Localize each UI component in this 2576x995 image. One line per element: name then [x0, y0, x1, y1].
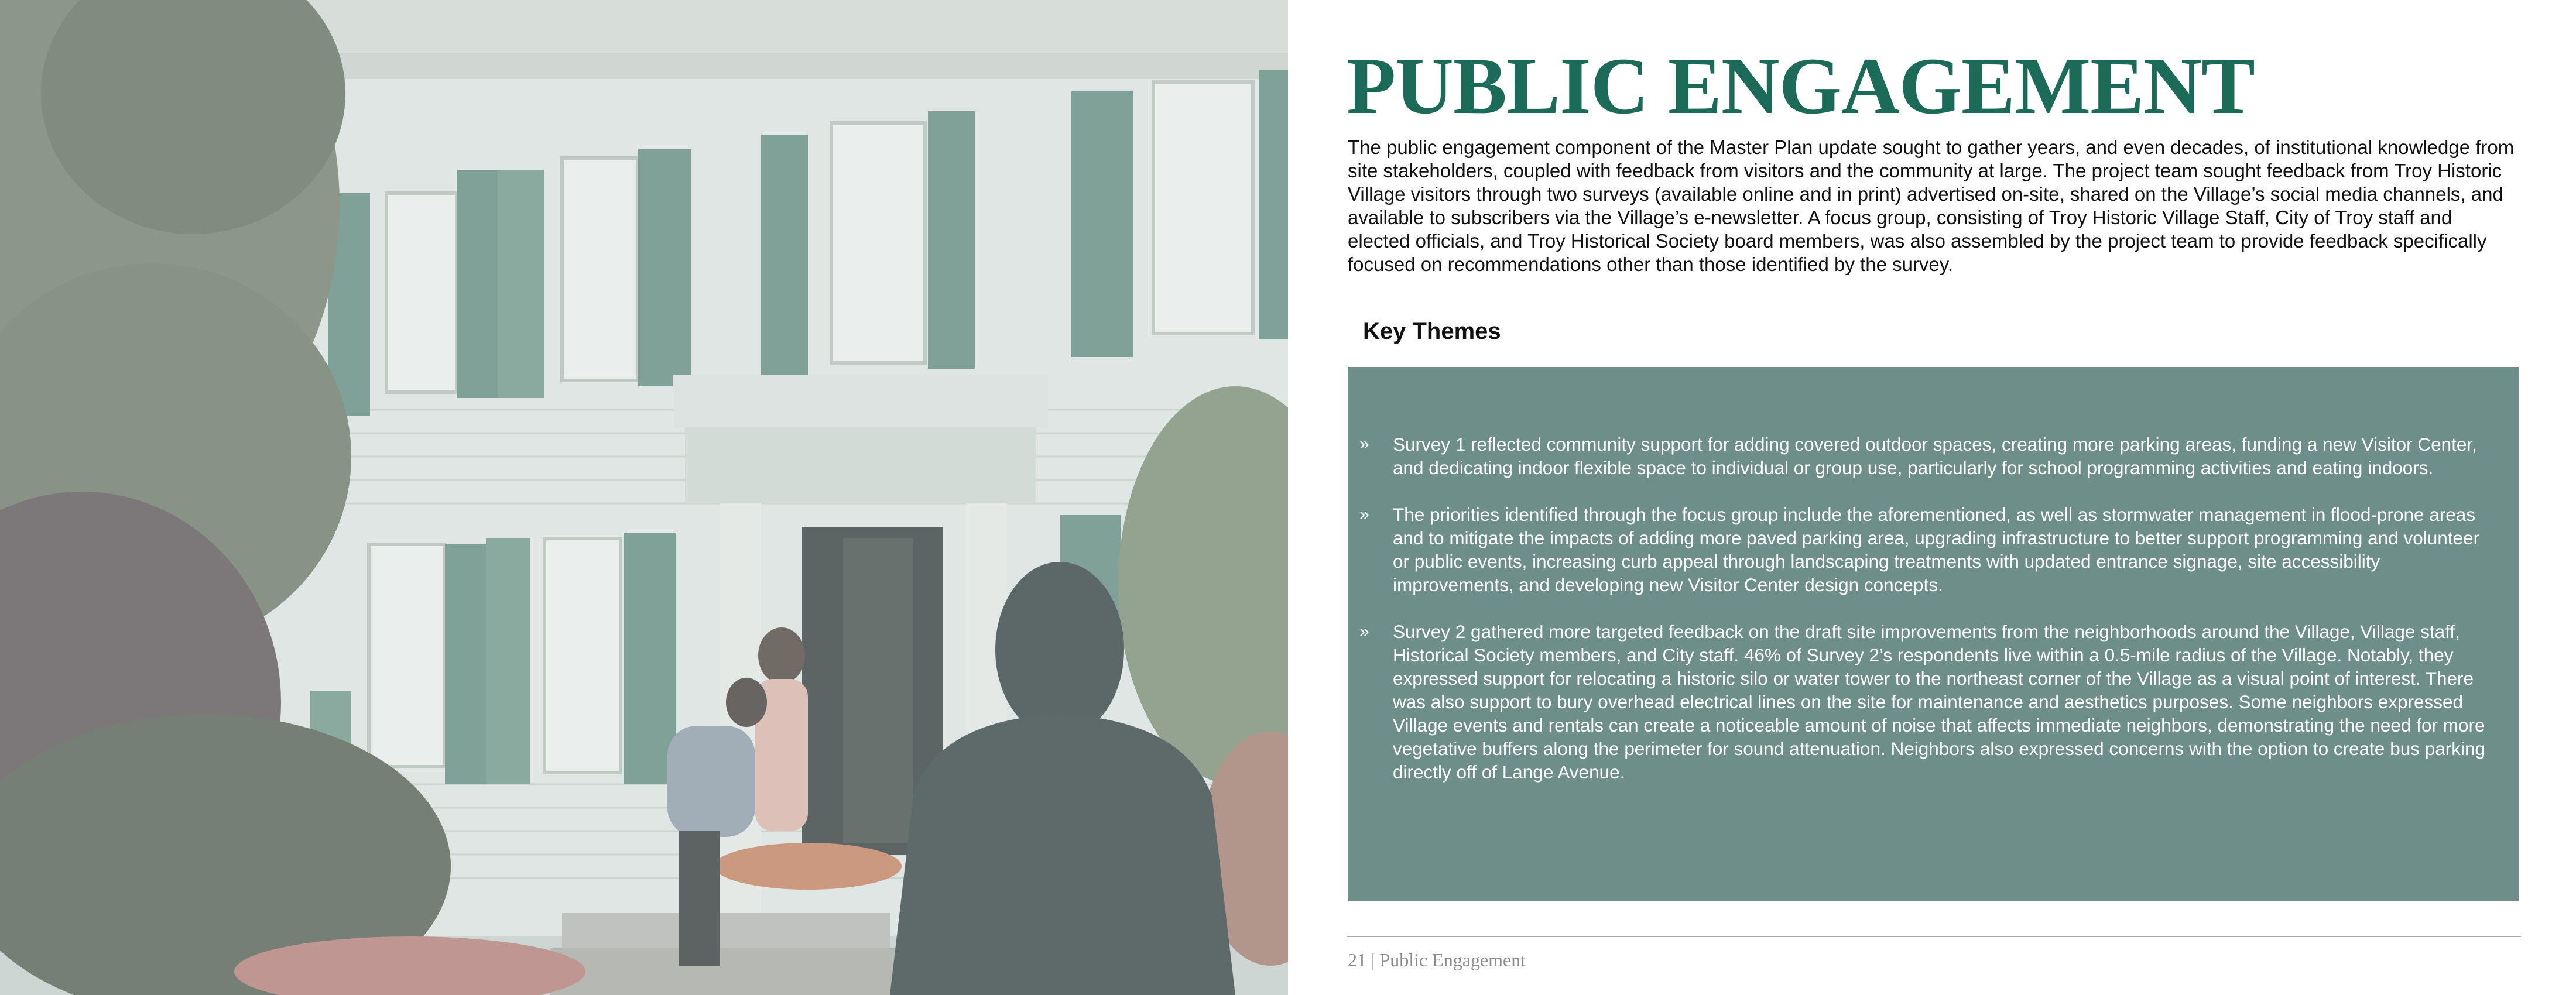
theme-item-text: Survey 1 reflected community support for adding covered outdoor spaces, creating more parking areas, funding a new Visitor Center, and dedicating indoor flexible space to individual or group use, particularly for school programming activities and eating indoors. [1393, 434, 2477, 478]
theme-item [1359, 433, 2495, 479]
bullet-icon: » [1359, 434, 1369, 454]
theme-item-text: Survey 2 gathered more targeted feedback on the draft site improvements from the neighborhoods around the Village, Village staff, Historical Society members, and City staff. 46% of Survey 2’s respondents live within a 0.5-mile radius of the Village. Notably, they expressed support for relocating a historic silo or water tower to the northeast corner of the Village as a visual point of interest. There was also support to bury overhead electrical lines on the site for maintenance and aesthetics purposes. Some neighbors expressed Village events and rentals can create a noticeable amount of noise that affects immediate neighbors, demonstrating the need for more vegetative buffers along the perimeter for sound attenuation. Neighbors also expressed concerns with the option to create bus parking directly off of Lange Avenue. [1393, 621, 2486, 783]
footer-divider [1347, 936, 2521, 937]
page-title: PUBLIC ENGAGEMENT [1347, 41, 2255, 131]
theme-item [1359, 503, 2495, 596]
intro-paragraph: The public engagement component of the Master Plan update sought to gather years, and even decades, of institutional knowledge from site stakeholders, coupled with feedback from visitors and the community at large. The project team sought feedback from Troy Historic Village visitors through two surveys (available online and in print) advertised on-site, shared on the Village’s social media channels, and available to subscribers via the Village’s e-newsletter. A focus group, consisting of Troy Historic Village Staff, City of Troy staff and elected officials, and Troy Historical Society board members, was also assembled by the project team to provide feedback specifically focused on recommendations other than those identified by the survey. [1348, 136, 2515, 275]
bullet-icon: » [1359, 505, 1369, 524]
theme-item [1359, 620, 2495, 784]
key-themes-heading: Key Themes [1363, 318, 1501, 344]
theme-item-text: The priorities identified through the focus group include the aforementioned, as well as stormwater management in flood-prone areas and to mitigate the impacts of adding more paved parking area, upgrading infrastructure to better support programming and volunteer or public events, increasing curb appeal through landscaping treatments with updated entrance signage, site accessibility improvements, and developing new Visitor Center design concepts. [1393, 504, 2480, 595]
bullet-icon: » [1359, 622, 1369, 641]
key-themes-box [1348, 367, 2519, 901]
page-footer: 21 | Public Engagement [1348, 949, 1526, 970]
